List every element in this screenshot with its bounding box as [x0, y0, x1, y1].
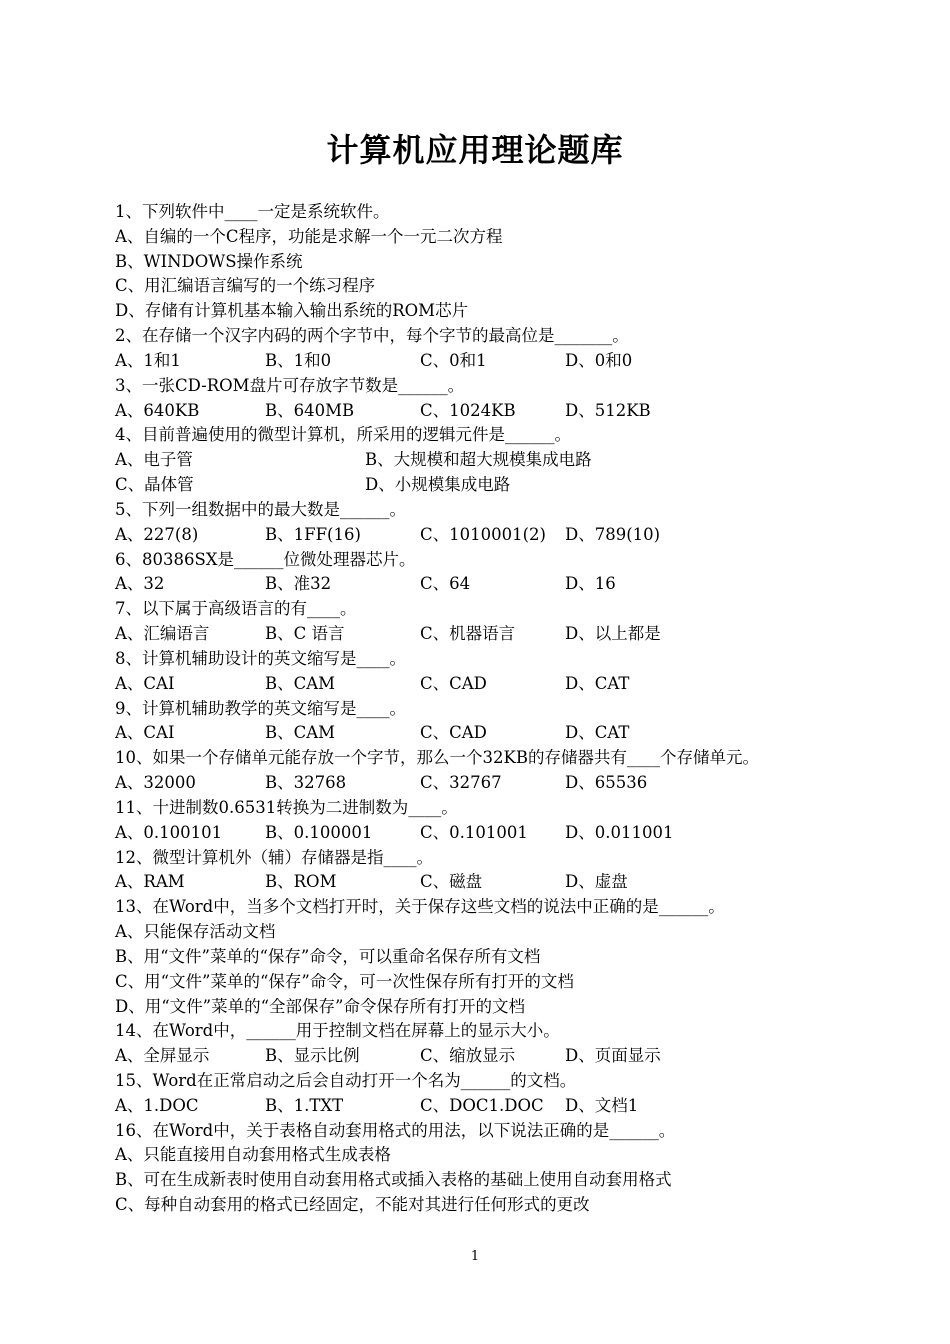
- answer-option: D、65536: [565, 773, 648, 793]
- answer-option: A、32: [115, 574, 165, 594]
- answer-option: B、CAM: [265, 673, 336, 693]
- answer-option: B、WINDOWS操作系统: [115, 251, 303, 271]
- answer-option: D、小规模集成电路: [365, 475, 511, 495]
- answer-option: D、16: [565, 574, 616, 594]
- answer-option: B、可在生成新表时使用自动套用格式或插入表格的基础上使用自动套用格式: [115, 1170, 672, 1190]
- answer-options-row: [115, 399, 915, 424]
- answer-options-row: [115, 572, 915, 597]
- answer-option: A、227(8): [115, 524, 199, 544]
- answer-option: C、CAD: [420, 723, 487, 743]
- answer-option: D、512KB: [565, 400, 651, 420]
- answer-option: A、电子管: [115, 450, 193, 470]
- answer-option: D、存储有计算机基本输入输出系统的ROM芯片: [115, 301, 469, 321]
- answer-option: C、用汇编语言编写的一个练习程序: [115, 276, 376, 296]
- question-text: 14、在Word中，______用于控制文档在屏幕上的显示大小。: [115, 1021, 560, 1041]
- answer-option: B、32768: [265, 773, 347, 793]
- answer-option: C、CAD: [420, 673, 487, 693]
- answer-options-row: [115, 448, 915, 473]
- answer-option: C、晶体管: [115, 475, 194, 495]
- question-text: 12、微型计算机外（辅）存储器是指____。: [115, 847, 433, 867]
- answer-option: C、磁盘: [420, 872, 483, 892]
- answer-options-row: [115, 1094, 915, 1119]
- answer-option: A、1.DOC: [115, 1095, 199, 1115]
- question-text: 1、下列软件中____一定是系统软件。: [115, 202, 390, 221]
- answer-option: C、1024KB: [420, 400, 516, 420]
- answer-option: A、只能保存活动文档: [115, 922, 276, 942]
- answer-option: C、32767: [420, 773, 502, 793]
- question-text: 8、计算机辅助设计的英文缩写是____。: [115, 648, 406, 668]
- answer-option: D、用“文件”菜单的“全部保存”命令保存所有打开的文档: [115, 996, 525, 1016]
- answer-option: A、CAI: [115, 673, 175, 693]
- answer-option: B、1.TXT: [265, 1095, 344, 1115]
- answer-option: C、0.101001: [420, 822, 528, 842]
- question-text: 13、在Word中，当多个文档打开时，关于保存这些文档的说法中正确的是______。: [115, 897, 725, 917]
- answer-option: A、CAI: [115, 723, 175, 743]
- answer-option: C、机器语言: [420, 624, 516, 644]
- answer-option: B、640MB: [265, 400, 355, 420]
- answer-options-row: [115, 523, 915, 548]
- answer-options-row: [115, 622, 915, 647]
- question-text: 5、下列一组数据中的最大数是______。: [115, 499, 406, 519]
- answer-option: C、每种自动套用的格式已经固定，不能对其进行任何形式的更改: [115, 1195, 590, 1215]
- answer-option: A、1和1: [115, 350, 181, 370]
- answer-option: A、全屏显示: [115, 1046, 210, 1066]
- answer-option: A、32000: [115, 773, 196, 793]
- answer-option: A、只能直接用自动套用格式生成表格: [115, 1145, 391, 1165]
- answer-option: C、64: [420, 574, 471, 594]
- question-list: [115, 200, 915, 1218]
- question-text: 3、一张CD-ROM盘片可存放字节数是______。: [115, 375, 465, 395]
- answer-option: B、显示比例: [265, 1046, 360, 1066]
- page-title: 计算机应用理论题库: [326, 131, 624, 169]
- answer-option: B、ROM: [265, 872, 337, 892]
- answer-option: D、以上都是: [565, 624, 661, 644]
- answer-option: B、大规模和超大规模集成电路: [365, 450, 592, 470]
- question-text: 6、80386SX是______位微处理器芯片。: [115, 549, 416, 569]
- answer-option: B、1FF(16): [265, 524, 361, 544]
- answer-options-row: [115, 1044, 915, 1069]
- answer-option: B、0.100001: [265, 822, 373, 842]
- answer-option: B、C 语言: [265, 624, 345, 644]
- answer-option: B、准32: [265, 574, 332, 594]
- answer-option: D、CAT: [565, 673, 630, 693]
- answer-option: A、RAM: [115, 872, 185, 892]
- answer-options-row: [115, 672, 915, 697]
- answer-option: D、0.011001: [565, 822, 674, 842]
- answer-option: C、DOC1.DOC: [420, 1095, 544, 1115]
- question-text: 2、在存储一个汉字内码的两个字节中，每个字节的最高位是_______。: [115, 326, 629, 346]
- answer-option: C、缩放显示: [420, 1046, 516, 1066]
- question-text: 11、十进制数0.6531转换为二进制数为____。: [115, 797, 458, 817]
- answer-options-row: [115, 349, 915, 374]
- answer-option: A、640KB: [115, 400, 200, 420]
- answer-option: A、汇编语言: [115, 624, 210, 644]
- answer-option: B、CAM: [265, 723, 336, 743]
- question-text: 10、如果一个存储单元能存放一个字节，那么一个32KB的存储器共有____个存储单元。: [115, 748, 759, 768]
- answer-option: C、0和1: [420, 350, 487, 370]
- answer-option: C、1010001(2): [420, 524, 546, 544]
- answer-options-row: [115, 721, 915, 746]
- answer-option: B、1和0: [265, 350, 332, 370]
- answer-option: D、页面显示: [565, 1046, 661, 1066]
- question-text: 16、在Word中，关于表格自动套用格式的用法，以下说法正确的是______。: [115, 1120, 676, 1140]
- answer-option: A、自编的一个C程序，功能是求解一个一元二次方程: [115, 226, 503, 246]
- answer-option: B、用“文件”菜单的“保存”命令，可以重命名保存所有文档: [115, 946, 541, 966]
- answer-options-row: [115, 870, 915, 895]
- answer-options-row: [115, 473, 915, 498]
- question-text: 4、目前普遍使用的微型计算机，所采用的逻辑元件是______。: [115, 425, 571, 445]
- question-text: 7、以下属于高级语言的有____。: [115, 599, 357, 619]
- question-text: 15、Word在正常启动之后会自动打开一个名为______的文档。: [115, 1070, 577, 1090]
- answer-option: A、0.100101: [115, 822, 223, 842]
- answer-options-row: [115, 771, 915, 796]
- answer-option: D、虚盘: [565, 872, 628, 892]
- question-text: 9、计算机辅助教学的英文缩写是____。: [115, 698, 406, 718]
- answer-option: C、用“文件”菜单的“保存”命令，可一次性保存所有打开的文档: [115, 971, 574, 991]
- answer-option: D、CAT: [565, 723, 630, 743]
- answer-options-row: [115, 821, 915, 846]
- answer-option: D、0和0: [565, 350, 633, 370]
- page-number: 1: [470, 1249, 480, 1264]
- answer-option: D、文档1: [565, 1095, 639, 1115]
- answer-option: D、789(10): [565, 524, 661, 544]
